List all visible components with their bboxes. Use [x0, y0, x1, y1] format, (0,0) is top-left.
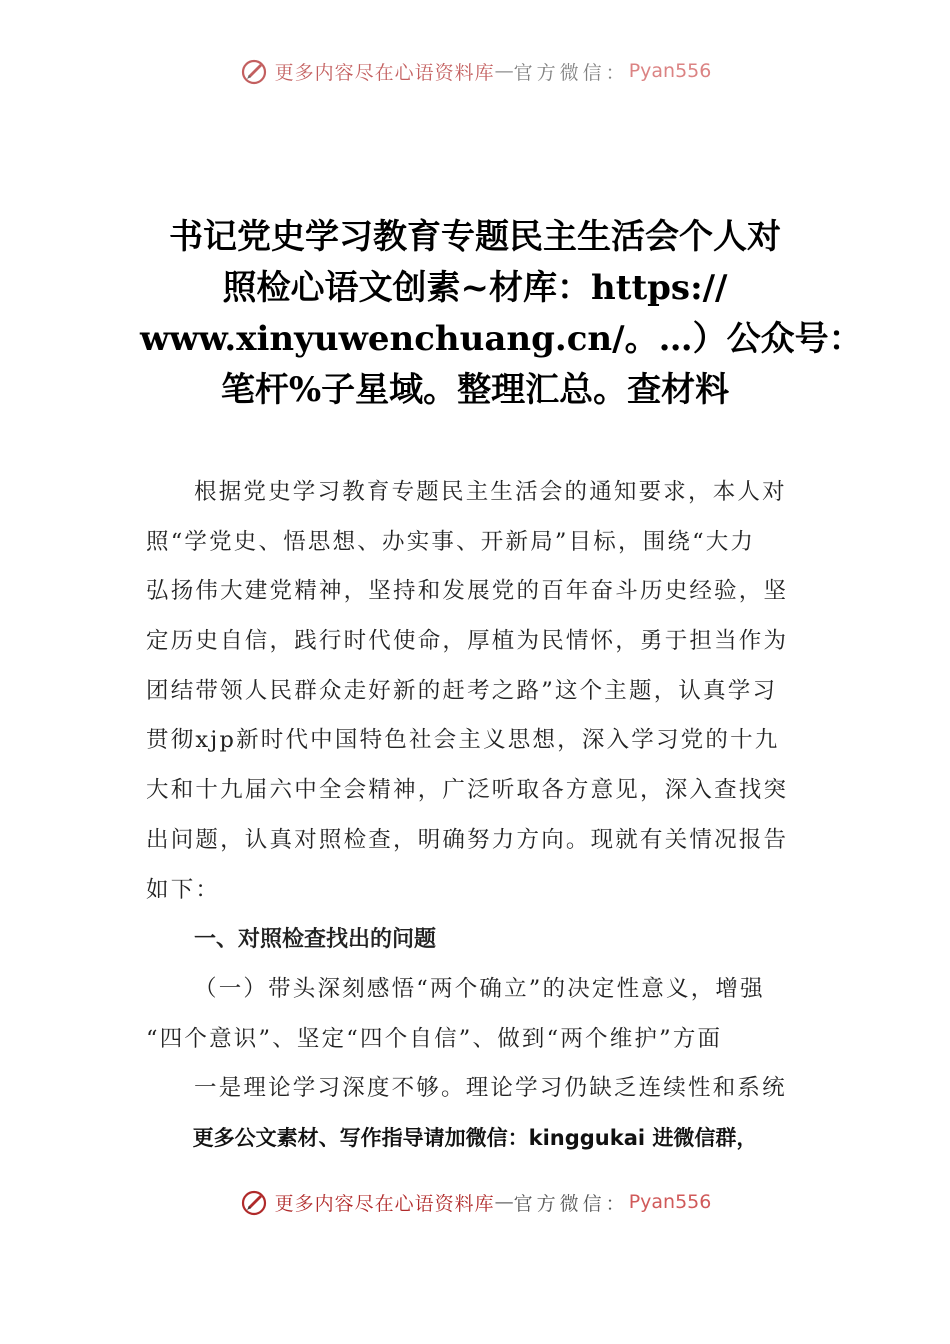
title-line: 照检心语文创素~材库：https://: [222, 268, 728, 308]
body-line: 照“学党史、悟思想、办实事、开新局”目标，围绕“大力: [146, 528, 756, 555]
promo-text: 更多公文素材、写作指导请加微信：kinggukai 进微信群，: [192, 1126, 758, 1150]
section-heading: 一、对照检查找出的问题: [194, 927, 437, 953]
body-line: 弘扬伟大建党精神，坚持和发展党的百年奋斗历史经验，坚: [146, 578, 789, 605]
body-line: 定历史自信，践行时代使命，厚植为民情怀，勇于担当作为: [146, 628, 789, 655]
body-line: 大和十九届六中全会精神，广泛听取各方意见，深入查找突: [146, 777, 789, 804]
watermark-separator: —: [494, 60, 514, 82]
watermark-brand: 更多内容尽在心语资料库: [274, 1192, 495, 1215]
subsection-line: “四个意识”、坚定“四个自信”、做到“两个维护”方面: [146, 1025, 723, 1052]
header-watermark: [0, 56, 950, 86]
document-body: [146, 468, 806, 1114]
watermark-wechat-id: Pyan556: [628, 60, 712, 82]
document-title: [140, 212, 863, 416]
point-line: 一是理论学习深度不够。理论学习仍缺乏连续性和系统: [194, 1075, 787, 1102]
watermark-brand: 更多内容尽在心语资料库: [274, 61, 495, 84]
watermark-separator: —: [494, 1191, 514, 1213]
subsection-line: （一）带头深刻感悟“两个确立”的决定性意义，增强: [194, 975, 765, 1002]
watermark-label: 官方微信：: [513, 1192, 629, 1215]
brand-logo-icon: [239, 56, 269, 86]
footer-watermark: [0, 1185, 950, 1219]
watermark-label: 官方微信：: [513, 61, 629, 84]
body-line: 如下：: [146, 876, 221, 903]
body-line: 出问题，认真对照检查，明确努力方向。现就有关情况报告: [146, 826, 789, 853]
body-line: 团结带领人民群众走好新的赶考之路”这个主题，认真学习: [146, 677, 778, 704]
title-line: www.xinyuwenchuang.cn/。…）公众号：: [140, 319, 863, 359]
title-line: 书记党史学习教育专题民主生活会个人对: [169, 217, 781, 257]
watermark-wechat-id: Pyan556: [628, 1191, 712, 1213]
body-line: 根据党史学习教育专题民主生活会的通知要求，本人对: [194, 479, 787, 505]
brand-logo-icon: [239, 1187, 269, 1217]
title-line: 笔杆%子星域。整理汇总。查材料: [220, 370, 730, 410]
body-line: 贯彻xjp新时代中国特色社会主义思想，深入学习党的十九: [146, 727, 780, 754]
